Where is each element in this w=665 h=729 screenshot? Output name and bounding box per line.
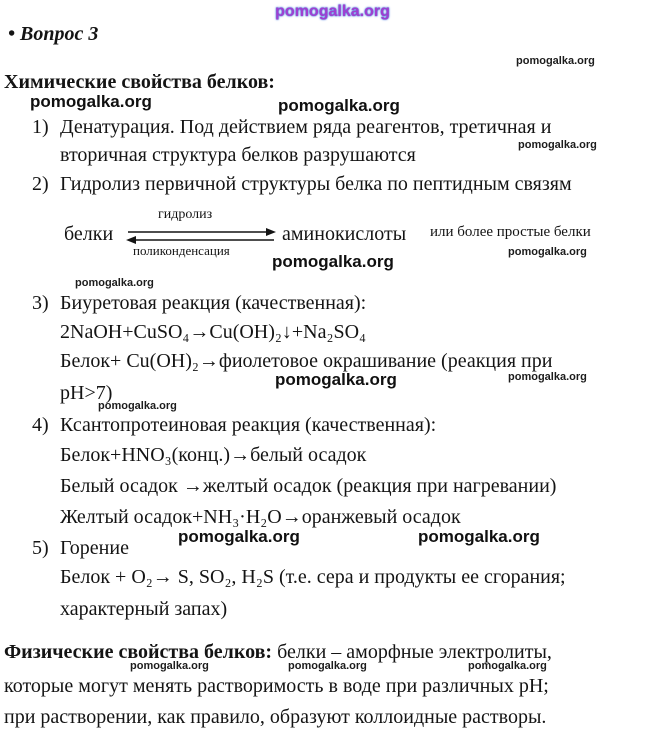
physical-line-1-rest: белки – аморфные электролиты, [272,641,552,663]
item-3-equation-2-cont: pH>7) [60,382,113,404]
item-5-line-1: Белок + O₂→ S, SO₂, H₂S (т.е. сера и продукты ее сгорания; [60,566,566,588]
list-item-3-title [32,291,366,315]
item-4-number: 4) [32,414,49,436]
watermark-bold-5: pomogalka.org [178,527,300,546]
scheme-right-term: аминокислоты [282,223,407,245]
item-4-equation-3: Желтый осадок+NH₃·H₂O→оранжевый осадок [60,506,461,528]
section-title-physical: Физические свойства белков: [4,641,273,663]
watermark-bold-2: pomogalka.org [278,96,400,115]
list-item-2 [32,172,572,196]
item-4-text: Ксантопротеиновая реакция (качественная): [60,414,437,436]
item-1-text-1: Денатурация. Под действием ряда реагентов, третичная и [60,116,552,138]
item-3-equation-2: Белок+ Cu(OH)₂→фиолетовое окрашивание (реакция при [60,350,553,372]
list-item-5-title [32,536,129,560]
item-4-equation-2: Белый осадок →желтый осадок (реакция при нагревании) [60,475,557,497]
watermark-small-9: pomogalka.org [468,660,547,672]
watermark-bold-3: pomogalka.org [272,252,394,271]
watermark-bold-1: pomogalka.org [30,92,152,111]
scheme-note: или более простые белки [430,224,591,240]
item-2-number: 2) [32,173,49,195]
question-title: • Вопрос 3 [8,23,99,45]
physical-paragraph-line-3: при растворении, как правило, образуют коллоидные растворы. [4,706,547,728]
physical-paragraph-line-1 [4,640,552,664]
watermark-bold-4: pomogalka.org [275,370,397,389]
item-2-text: Гидролиз первичной структуры белка по пептидным связям [60,173,572,195]
section-title-chemical: Химические свойства белков: [4,71,275,93]
item-5-line-2: характерный запах) [60,598,228,620]
physical-paragraph-line-2: которые могут менять растворимость в воде при различных pH; [4,675,549,697]
item-3-number: 3) [32,292,49,314]
list-item-4-title [32,413,436,437]
watermark-small-7: pomogalka.org [130,660,209,672]
item-1-number: 1) [32,116,49,138]
watermark-small-4: pomogalka.org [75,277,154,289]
list-item-1-line-2: вторичная структура белков разрушаются [60,144,416,166]
scheme-top-label: гидролиз [158,207,213,222]
item-3-equation-1: 2NaOH+CuSO₄→Cu(OH)₂↓+Na₂SO₄ [60,321,366,343]
list-item-1-line-1 [32,115,551,139]
watermark-small-8: pomogalka.org [288,660,367,672]
watermark-small-2: pomogalka.org [518,139,597,151]
watermark-small-5: pomogalka.org [508,371,587,383]
scheme-bottom-label: поликонденсация [133,243,230,258]
item-4-equation-1: Белок+HNO₃(конц.)→белый осадок [60,444,367,466]
scheme-left-term: белки [64,223,114,245]
item-5-number: 5) [32,537,49,559]
watermark-small-6: pomogalka.org [98,400,177,412]
item-5-text: Горение [60,537,129,559]
watermark-small-1: pomogalka.org [516,55,595,67]
item-3-text: Биуретовая реакция (качественная): [60,292,367,314]
watermark-top: pomogalka.org [275,3,390,20]
watermark-small-3: pomogalka.org [508,246,587,258]
watermark-bold-6: pomogalka.org [418,527,540,546]
